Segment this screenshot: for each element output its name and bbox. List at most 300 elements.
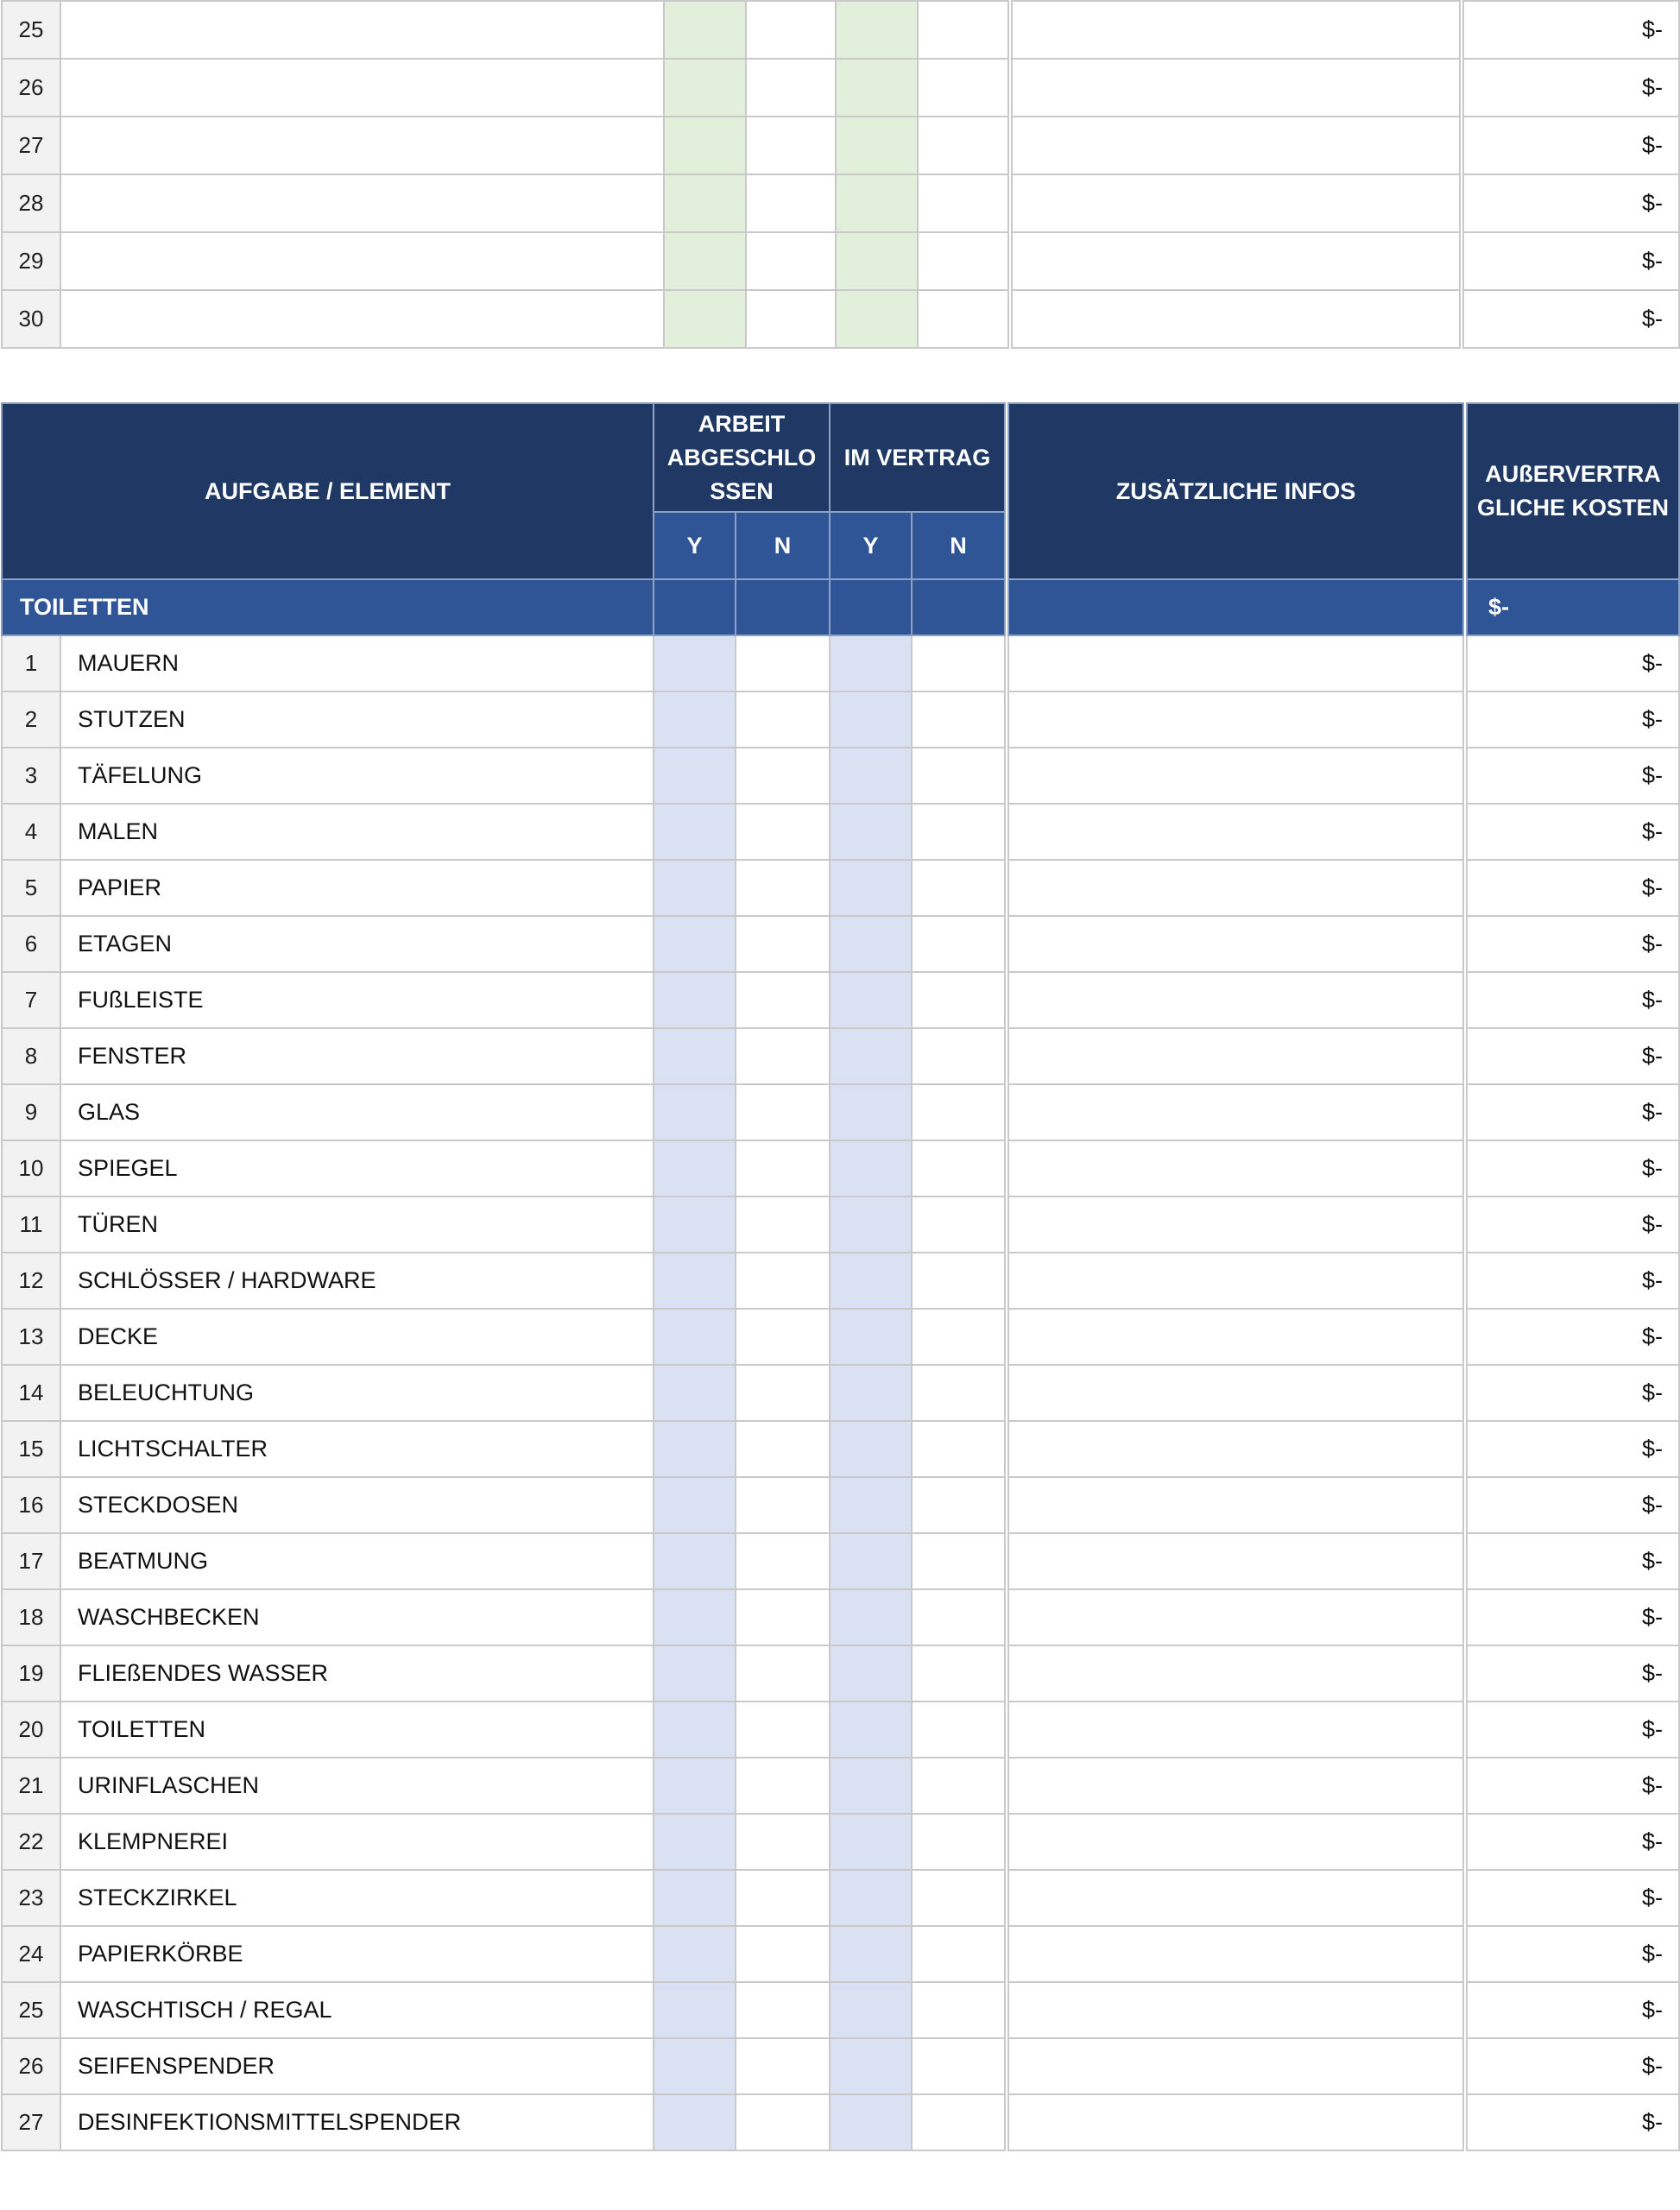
work-done-yes-cell[interactable] [664,174,746,232]
additional-info-cell[interactable] [1007,1140,1465,1197]
section-in-contract-no [912,579,1007,635]
in-contract-yes-cell[interactable] [830,1084,912,1140]
in-contract-yes-cell[interactable] [836,232,918,290]
task-cell[interactable]: STECKDOSEN [60,1477,654,1533]
work-done-no-cell[interactable] [736,1758,830,1814]
table-row [2,2094,1679,2150]
work-done-no-cell[interactable] [736,1982,830,2038]
in-contract-yes-cell[interactable] [830,1309,912,1365]
row-number: 25 [2,1982,60,2038]
in-contract-no-cell[interactable] [912,860,1007,916]
additional-info-cell[interactable] [1007,748,1465,804]
work-done-no-cell[interactable] [736,1477,830,1533]
in-contract-no-cell[interactable] [912,804,1007,860]
work-done-no-cell[interactable] [736,1814,830,1870]
in-contract-yes-cell[interactable] [830,804,912,860]
in-contract-no-cell[interactable] [918,1,1010,59]
checklist-rows [2,579,1679,2150]
work-done-no-cell[interactable] [736,635,830,691]
work-done-no-cell[interactable] [746,117,836,174]
row-number: 19 [2,1645,60,1702]
in-contract-yes-cell[interactable] [830,1814,912,1870]
work-done-yes-cell[interactable] [654,1645,736,1702]
table-row [2,916,1679,972]
table-row [2,290,1679,348]
table-row [2,860,1679,916]
table-row [2,1589,1679,1645]
in-contract-no-cell[interactable] [912,2038,1007,2094]
extra-cost-cell: $- [1465,804,1679,860]
row-number: 11 [2,1197,60,1253]
task-cell[interactable]: MALEN [60,804,654,860]
work-done-no-cell[interactable] [736,1365,830,1421]
additional-info-cell[interactable] [1007,1084,1465,1140]
extra-cost-cell: $- [1465,1309,1679,1365]
section-total-cost: $- [1465,579,1679,635]
table-row [2,1870,1679,1926]
additional-info-cell[interactable] [1007,1645,1465,1702]
row-number: 24 [2,1926,60,1982]
in-contract-yes-cell[interactable] [836,59,918,117]
in-contract-yes-cell[interactable] [836,290,918,348]
additional-info-cell[interactable] [1007,1365,1465,1421]
in-contract-yes-cell[interactable] [836,174,918,232]
additional-info-cell[interactable] [1007,1814,1465,1870]
table-row [2,1702,1679,1758]
task-cell[interactable]: URINFLASCHEN [60,1758,654,1814]
work-done-yes-cell[interactable] [654,804,736,860]
task-cell[interactable]: KLEMPNEREI [60,1814,654,1870]
row-number: 25 [2,1,60,59]
task-cell[interactable]: DECKE [60,1309,654,1365]
work-done-yes-cell[interactable] [654,1084,736,1140]
in-contract-yes-cell[interactable] [830,2094,912,2150]
in-contract-yes-cell[interactable] [836,1,918,59]
in-contract-no-cell[interactable] [912,916,1007,972]
additional-info-cell[interactable] [1007,2094,1465,2150]
work-done-no-cell[interactable] [736,916,830,972]
table-row [2,1140,1679,1197]
in-contract-no-cell[interactable] [912,1309,1007,1365]
work-done-no-cell[interactable] [736,1533,830,1589]
header-in-contract: IM VERTRAG [830,403,1007,512]
extra-cost-cell: $- [1465,2038,1679,2094]
in-contract-no-cell[interactable] [912,1758,1007,1814]
additional-info-cell[interactable] [1007,860,1465,916]
section-row-toiletten [2,579,1679,635]
in-contract-no-cell[interactable] [912,691,1007,748]
table-row [2,1814,1679,1870]
additional-info-cell[interactable] [1007,1197,1465,1253]
row-number: 23 [2,1870,60,1926]
additional-info-cell[interactable] [1010,1,1462,59]
extra-cost-cell: $- [1465,1028,1679,1084]
work-done-no-cell[interactable] [736,1702,830,1758]
task-cell[interactable]: TOILETTEN [60,1702,654,1758]
work-done-yes-cell[interactable] [654,1814,736,1870]
additional-info-cell[interactable] [1007,1421,1465,1477]
table-row [2,1533,1679,1589]
work-done-yes-cell[interactable] [664,232,746,290]
task-cell[interactable]: DESINFEKTIONSMITTELSPENDER [60,2094,654,2150]
work-done-yes-cell[interactable] [654,972,736,1028]
additional-info-cell[interactable] [1007,1702,1465,1758]
previous-section-rows [2,1,1679,348]
header-work-done-no: N [736,512,830,579]
task-cell[interactable]: LICHTSCHALTER [60,1421,654,1477]
header-in-contract-yes: Y [830,512,912,579]
task-cell[interactable]: WASCHBECKEN [60,1589,654,1645]
task-cell[interactable] [60,174,664,232]
in-contract-no-cell[interactable] [912,1645,1007,1702]
table-row [2,1365,1679,1421]
in-contract-no-cell[interactable] [912,1365,1007,1421]
work-done-no-cell[interactable] [736,2038,830,2094]
row-number: 21 [2,1758,60,1814]
task-cell[interactable]: TÜREN [60,1197,654,1253]
task-cell[interactable]: FENSTER [60,1028,654,1084]
work-done-yes-cell[interactable] [654,691,736,748]
in-contract-no-cell[interactable] [912,748,1007,804]
work-done-yes-cell[interactable] [654,1533,736,1589]
additional-info-cell[interactable] [1007,916,1465,972]
work-done-yes-cell[interactable] [654,916,736,972]
task-cell[interactable]: PAPIER [60,860,654,916]
additional-info-cell[interactable] [1007,635,1465,691]
row-number: 8 [2,1028,60,1084]
in-contract-yes-cell[interactable] [830,2038,912,2094]
table-row [2,1309,1679,1365]
extra-cost-cell: $- [1462,290,1679,348]
work-done-no-cell[interactable] [736,1253,830,1309]
header-task-element: AUFGABE / ELEMENT [2,403,654,579]
work-done-no-cell[interactable] [736,1870,830,1926]
task-cell[interactable]: STUTZEN [60,691,654,748]
work-done-yes-cell[interactable] [654,1589,736,1645]
task-cell[interactable]: SPIEGEL [60,1140,654,1197]
work-done-yes-cell[interactable] [664,1,746,59]
additional-info-cell[interactable] [1007,804,1465,860]
work-done-yes-cell[interactable] [654,1197,736,1253]
in-contract-yes-cell[interactable] [830,972,912,1028]
row-number: 17 [2,1533,60,1589]
work-done-no-cell[interactable] [736,1589,830,1645]
in-contract-yes-cell[interactable] [830,691,912,748]
row-number: 15 [2,1421,60,1477]
in-contract-no-cell[interactable] [912,1197,1007,1253]
row-number: 10 [2,1140,60,1197]
work-done-no-cell[interactable] [736,748,830,804]
in-contract-yes-cell[interactable] [830,1421,912,1477]
work-done-yes-cell[interactable] [654,1421,736,1477]
table-row [2,804,1679,860]
in-contract-yes-cell[interactable] [830,1477,912,1533]
work-done-yes-cell[interactable] [654,1870,736,1926]
previous-section-table [1,0,1680,349]
table-row [2,1028,1679,1084]
additional-info-cell[interactable] [1010,290,1462,348]
additional-info-cell[interactable] [1010,232,1462,290]
extra-cost-cell: $- [1465,1645,1679,1702]
section-in-contract-yes [830,579,912,635]
table-row [2,1758,1679,1814]
work-done-yes-cell[interactable] [654,1253,736,1309]
in-contract-yes-cell[interactable] [830,1533,912,1589]
row-number: 6 [2,916,60,972]
additional-info-cell[interactable] [1007,1982,1465,2038]
work-done-no-cell[interactable] [736,1421,830,1477]
work-done-no-cell[interactable] [736,1084,830,1140]
extra-cost-cell: $- [1465,1982,1679,2038]
section-label: TOILETTEN [2,579,654,635]
work-done-no-cell[interactable] [746,232,836,290]
in-contract-no-cell[interactable] [912,972,1007,1028]
task-cell[interactable]: FUßLEISTE [60,972,654,1028]
work-done-no-cell[interactable] [736,860,830,916]
work-done-yes-cell[interactable] [654,2094,736,2150]
extra-cost-cell: $- [1462,174,1679,232]
in-contract-yes-cell[interactable] [830,1589,912,1645]
in-contract-yes-cell[interactable] [830,635,912,691]
in-contract-yes-cell[interactable] [830,1028,912,1084]
table-row [2,972,1679,1028]
task-cell[interactable] [60,290,664,348]
extra-cost-cell: $- [1465,972,1679,1028]
in-contract-no-cell[interactable] [912,1421,1007,1477]
extra-cost-cell: $- [1465,860,1679,916]
table-row [2,59,1679,117]
in-contract-yes-cell[interactable] [830,1982,912,2038]
work-done-no-cell[interactable] [736,2094,830,2150]
work-done-yes-cell[interactable] [654,2038,736,2094]
row-number: 28 [2,174,60,232]
row-number: 26 [2,2038,60,2094]
row-number: 30 [2,290,60,348]
table-row [2,1982,1679,2038]
in-contract-yes-cell[interactable] [830,1758,912,1814]
work-done-no-cell[interactable] [736,1645,830,1702]
table-row [2,1477,1679,1533]
checklist-table [1,402,1680,2151]
extra-cost-cell: $- [1462,232,1679,290]
in-contract-no-cell[interactable] [912,1870,1007,1926]
in-contract-yes-cell[interactable] [830,1365,912,1421]
additional-info-cell[interactable] [1007,1589,1465,1645]
in-contract-yes-cell[interactable] [830,1702,912,1758]
extra-cost-cell: $- [1465,2094,1679,2150]
additional-info-cell[interactable] [1007,1253,1465,1309]
work-done-no-cell[interactable] [736,1309,830,1365]
extra-cost-cell: $- [1465,1477,1679,1533]
work-done-yes-cell[interactable] [654,1702,736,1758]
additional-info-cell[interactable] [1007,691,1465,748]
in-contract-no-cell[interactable] [918,232,1010,290]
task-cell[interactable] [60,59,664,117]
additional-info-cell[interactable] [1007,1533,1465,1589]
in-contract-yes-cell[interactable] [830,1253,912,1309]
in-contract-yes-cell[interactable] [830,1197,912,1253]
table-row [2,1421,1679,1477]
in-contract-yes-cell[interactable] [830,1645,912,1702]
extra-cost-cell: $- [1465,1365,1679,1421]
work-done-no-cell[interactable] [736,1926,830,1982]
row-number: 4 [2,804,60,860]
additional-info-cell[interactable] [1007,1758,1465,1814]
row-number: 16 [2,1477,60,1533]
work-done-yes-cell[interactable] [654,1365,736,1421]
work-done-no-cell[interactable] [736,1140,830,1197]
extra-cost-cell: $- [1465,1589,1679,1645]
work-done-yes-cell[interactable] [654,1028,736,1084]
task-cell[interactable]: BEATMUNG [60,1533,654,1589]
work-done-yes-cell[interactable] [654,860,736,916]
table-row [2,1,1679,59]
row-number: 27 [2,2094,60,2150]
in-contract-no-cell[interactable] [912,1982,1007,2038]
work-done-yes-cell[interactable] [664,117,746,174]
in-contract-no-cell[interactable] [918,117,1010,174]
additional-info-cell[interactable] [1010,174,1462,232]
section-work-done-no [736,579,830,635]
work-done-no-cell[interactable] [736,804,830,860]
row-number: 7 [2,972,60,1028]
in-contract-yes-cell[interactable] [830,1140,912,1197]
row-number: 12 [2,1253,60,1309]
task-cell[interactable] [60,232,664,290]
in-contract-no-cell[interactable] [918,59,1010,117]
in-contract-no-cell[interactable] [912,1533,1007,1589]
row-number: 26 [2,59,60,117]
task-cell[interactable] [60,117,664,174]
header-extra-costs: AUßERVERTRA GLICHE KOSTEN [1465,403,1679,579]
table-row [2,2038,1679,2094]
table-row [2,1197,1679,1253]
row-number: 13 [2,1309,60,1365]
work-done-yes-cell[interactable] [654,1982,736,2038]
work-done-yes-cell[interactable] [654,748,736,804]
work-done-yes-cell[interactable] [654,1926,736,1982]
additional-info-cell[interactable] [1007,1477,1465,1533]
in-contract-no-cell[interactable] [912,1926,1007,1982]
additional-info-cell[interactable] [1010,117,1462,174]
in-contract-no-cell[interactable] [912,1702,1007,1758]
task-cell[interactable]: STECKZIRKEL [60,1870,654,1926]
table-row [2,232,1679,290]
extra-cost-cell: $- [1465,748,1679,804]
table-row [2,1926,1679,1982]
extra-cost-cell: $- [1465,1814,1679,1870]
in-contract-no-cell[interactable] [912,1589,1007,1645]
in-contract-no-cell[interactable] [918,290,1010,348]
task-cell[interactable]: SEIFENSPENDER [60,2038,654,2094]
in-contract-yes-cell[interactable] [830,1870,912,1926]
in-contract-no-cell[interactable] [912,2094,1007,2150]
header-additional-info: ZUSÄTZLICHE INFOS [1007,403,1465,579]
in-contract-yes-cell[interactable] [830,916,912,972]
work-done-yes-cell[interactable] [654,1309,736,1365]
additional-info-cell[interactable] [1007,2038,1465,2094]
header-work-done: ARBEIT ABGESCHLO SSEN [654,403,830,512]
additional-info-cell[interactable] [1007,1926,1465,1982]
table-row [2,1645,1679,1702]
task-cell[interactable]: ETAGEN [60,916,654,972]
task-cell[interactable] [60,1,664,59]
task-cell[interactable]: WASCHTISCH / REGAL [60,1982,654,2038]
task-cell[interactable]: BELEUCHTUNG [60,1365,654,1421]
task-cell[interactable]: SCHLÖSSER / HARDWARE [60,1253,654,1309]
extra-cost-cell: $- [1462,117,1679,174]
header-in-contract-no: N [912,512,1007,579]
in-contract-yes-cell[interactable] [836,117,918,174]
work-done-yes-cell[interactable] [654,635,736,691]
additional-info-cell[interactable] [1010,59,1462,117]
in-contract-no-cell[interactable] [912,635,1007,691]
work-done-no-cell[interactable] [746,290,836,348]
task-cell[interactable]: MAUERN [60,635,654,691]
row-number: 29 [2,232,60,290]
in-contract-no-cell[interactable] [912,1084,1007,1140]
additional-info-cell[interactable] [1007,1870,1465,1926]
in-contract-yes-cell[interactable] [830,860,912,916]
extra-cost-cell: $- [1465,1084,1679,1140]
work-done-no-cell[interactable] [736,972,830,1028]
in-contract-no-cell[interactable] [912,1477,1007,1533]
extra-cost-cell: $- [1465,635,1679,691]
table-row [2,1084,1679,1140]
extra-cost-cell: $- [1465,916,1679,972]
extra-cost-cell: $- [1462,1,1679,59]
additional-info-cell[interactable] [1007,1309,1465,1365]
in-contract-no-cell[interactable] [912,1814,1007,1870]
task-cell[interactable]: PAPIERKÖRBE [60,1926,654,1982]
task-cell[interactable]: TÄFELUNG [60,748,654,804]
row-number: 18 [2,1589,60,1645]
table-row [2,691,1679,748]
work-done-no-cell[interactable] [746,59,836,117]
extra-cost-cell: $- [1462,59,1679,117]
work-done-no-cell[interactable] [746,174,836,232]
row-number: 3 [2,748,60,804]
row-number: 27 [2,117,60,174]
table-row [2,117,1679,174]
in-contract-yes-cell[interactable] [830,1926,912,1982]
extra-cost-cell: $- [1465,1758,1679,1814]
work-done-no-cell[interactable] [736,1197,830,1253]
extra-cost-cell: $- [1465,1197,1679,1253]
work-done-yes-cell[interactable] [664,59,746,117]
work-done-no-cell[interactable] [746,1,836,59]
task-cell[interactable]: GLAS [60,1084,654,1140]
additional-info-cell[interactable] [1007,972,1465,1028]
work-done-yes-cell[interactable] [654,1758,736,1814]
in-contract-no-cell[interactable] [912,1140,1007,1197]
task-cell[interactable]: FLIEßENDES WASSER [60,1645,654,1702]
work-done-yes-cell[interactable] [654,1477,736,1533]
row-number: 1 [2,635,60,691]
work-done-no-cell[interactable] [736,691,830,748]
work-done-yes-cell[interactable] [664,290,746,348]
work-done-yes-cell[interactable] [654,1140,736,1197]
extra-cost-cell: $- [1465,1533,1679,1589]
in-contract-no-cell[interactable] [918,174,1010,232]
work-done-no-cell[interactable] [736,1028,830,1084]
in-contract-no-cell[interactable] [912,1028,1007,1084]
additional-info-cell[interactable] [1007,1028,1465,1084]
extra-cost-cell: $- [1465,1253,1679,1309]
in-contract-no-cell[interactable] [912,1253,1007,1309]
in-contract-yes-cell[interactable] [830,748,912,804]
extra-cost-cell: $- [1465,1870,1679,1926]
